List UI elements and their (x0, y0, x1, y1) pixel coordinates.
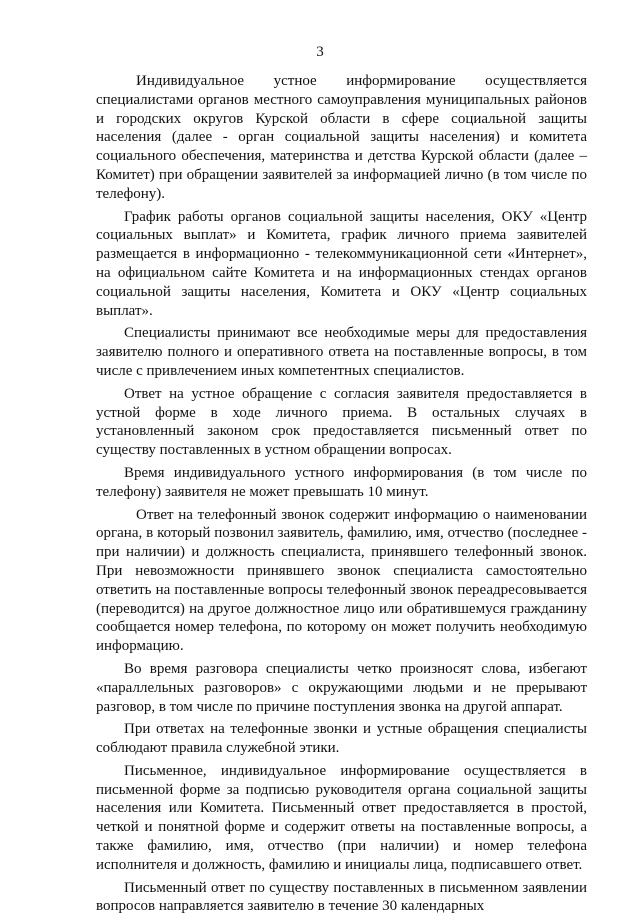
paragraph-written-answer-deadline: Письменный ответ по существу поставленных в письменном заявлении вопросов направляется заявителю в течение 30 календарных (96, 879, 587, 915)
paragraph-oral-answer: Ответ на устное обращение с согласия заявителя предоставляется в устной форме в ходе личного приема. В остальных случаях в установленный законом срок предоставляется письменный ответ по существу поставленных в устном обращении вопросах. (96, 385, 587, 459)
body-text (96, 72, 587, 920)
paragraph-informing-time: Время индивидуального устного информирования (в том числе по телефону) заявителя не может превышать 10 минут. (96, 464, 587, 500)
page-number: 3 (316, 44, 324, 60)
paragraph-phone-call-answer: Ответ на телефонный звонок содержит информацию о наименовании органа, в который позвонил заявитель, фамилию, имя, отчество (последнее - при наличии) и должность специалиста, принявшего телефонный звонок. При невозможности принявшего звонок специалиста самостоятельно ответить на поставленные вопросы телефонный звонок переадресовывается (переводится) на другое должностное лицо или обратившемуся гражданину сообщается номер телефона, по которому он может получить необходимую информацию. (96, 506, 587, 655)
paragraph-individual-oral-informing: Индивидуальное устное информирование осуществляется специалистами органов местного самоуправления муниципальных районов и городских округов Курской области в сфере социальной защиты населения (далее - орган социальной защиты населения) и комитета социального обеспечения, материнства и детства Курской области (далее – Комитет) при обращении заявителей за информацией лично (в том числе по телефону). (96, 73, 587, 202)
paragraph-specialists-measures: Специалисты принимают все необходимые меры для предоставления заявителю полного и оперативного ответа на поставленные вопросы, в том числе с привлечением иных компетентных специалистов. (96, 325, 587, 379)
paragraph-work-schedule: График работы органов социальной защиты населения, ОКУ «Центр социальных выплат» и Комитета, график личного приема заявителей размещается в информационно - телекоммуникационной сети «Интернет», на официальном сайте Комитета и на информационных стендах органов социальной защиты населения, Комитета и ОКУ «Центр социальных выплат». (96, 208, 587, 319)
paragraph-written-informing: Письменное, индивидуальное информирование осуществляется в письменной форме за подписью руководителя органа социальной защиты населения или Комитета. Письменный ответ предоставляется в простой, четкой и понятной форме и содержит ответы на поставленные вопросы, а также фамилию, имя, отчество (при наличии) и номер телефона исполнителя и должность, фамилию и инициалы лица, подписавшего ответ. (96, 762, 587, 873)
paragraph-conversation-rules: Во время разговора специалисты четко произносят слова, избегают «параллельных разговоров» с окружающими людьми и не прерывают разговор, в том числе по причине поступления звонка на другой аппарат. (96, 660, 587, 715)
paragraph-service-ethics: При ответах на телефонные звонки и устные обращения специалисты соблюдают правила служебной этики. (96, 721, 587, 757)
